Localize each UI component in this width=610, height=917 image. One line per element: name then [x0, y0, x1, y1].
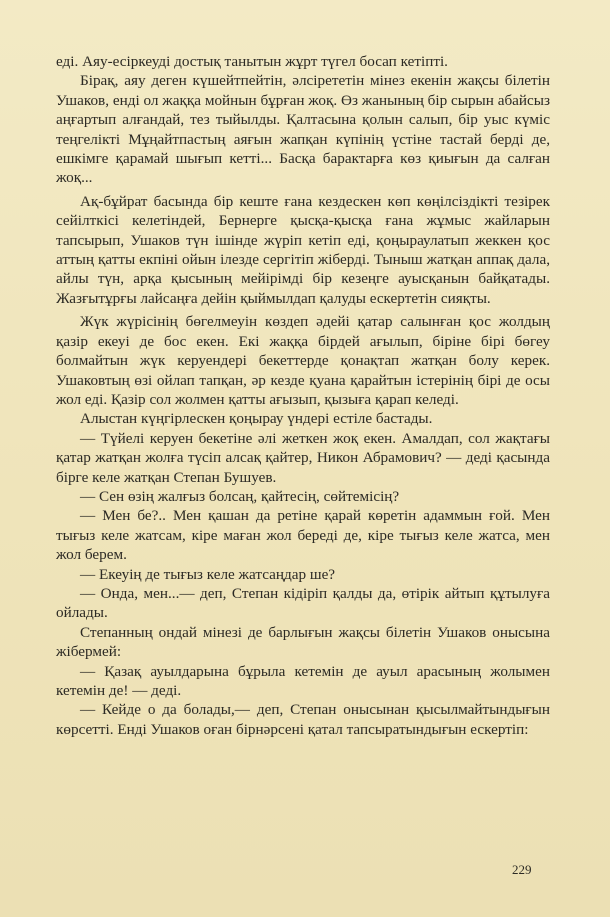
- paragraph-2: Бірақ, аяу деген күшейтпейтін, әлсірететін мінез екенін жақсы білетін Ушаков, енді ол жаққа мойнын бұрған жоқ. Өз жанының бір сырын абайсыз аңғартып алғандай, тез тыйылды. Қалтасына қолын салып, бір уыс күміс теңгелікті Мұңайтпастың аяғын жапқан күпінің үстіне тастай берді де, ешкімге қарамай шығып кетті... Басқа барактарға көз қиығын да салған жоқ...: [56, 72, 550, 187]
- paragraph-4: Жүк жүрісінің бөгелмеуін көздеп әдейі қатар салынған қос жолдың қазір екеуі де бос екен. Екі жаққа бірдей ағылып, біріне бірі бөгеу болмайтын жүк керуендері бекеттерде қонақтап жатқан болу керек. Ушаковтың өзі ойлап тапқан, әр кезде қуана қарайтын істерінің бірі де осы жол еді. Қазір сол жолмен қатты ағызып, қызыға қарап келеді.: [56, 313, 550, 408]
- paragraph-8: — Мен бе?.. Мен қашан да ретіне қарай көретін адаммын ғой. Мен тығыз келе жатсам, кіре маған жол береді де, кіре тығыз келе жатса, мен жол берем.: [56, 507, 550, 564]
- paragraph-6: — Түйелі керуен бекетіне әлі жеткен жоқ екен. Амалдап, сол жақтағы қатар жатқан жолға түсіп алсақ қайтер, Никон Абрамович? — деді қасында бірге келе жатқан Степан Бушуев.: [56, 429, 550, 486]
- paragraph-10: — Онда, мен...— деп, Степан кідіріп қалды да, өтірік айтып құтылуға ойлады.: [56, 584, 550, 622]
- paragraph-9: — Екеуің де тығыз келе жатсаңдар ше?: [80, 565, 336, 583]
- paragraph-3: Ақ-бұйрат басында бір кеште ғана кездескен көп көңілсіздікті тезірек сейілткісі келетіндей, Бернерге қысқа-қысқа ғана жұмыс жайларын тапсырып, Ушаков түн ішінде жүріп кетіп еді, қоңыраулатып жеккен қос аттың қатты екпіні ойын ілезде сергітіп жіберді. Тыныш жатқан аппақ дала, айлы түн, арқа қысының мейірімді бір кезеңге ауысқанын байқатады. Жазғытұрғы лайсаңға дейін қыймылдап қалуды ескертетін сияқты.: [56, 192, 550, 307]
- paragraph-13: — Кейде о да болады,— деп, Степан онысынан қысылмайтындығын көрсетті. Енді Ушаков оған бірнәрсені қатал тапсыратындығын ескертіп:: [56, 701, 550, 738]
- page-number: 229: [512, 862, 532, 877]
- paragraph-7: — Сен өзің жалғыз болсаң, қайтесің, сөйтемісің?: [80, 487, 400, 505]
- paragraph-11: Степанның ондай мінезі де барлығын жақсы білетін Ушаков онысына жібермей:: [56, 623, 550, 661]
- paragraph-5: Алыстан күңгірлескен қоңырау үндері естіле бастады.: [80, 410, 433, 428]
- paragraph-12: — Қазақ ауылдарына бұрыла кетемін де ауыл арасының жолымен кетемін де! — деді.: [56, 662, 550, 699]
- body-text: [56, 52, 550, 739]
- paragraph-1: еді. Аяу-есіркеуді достық танытын жұрт түгел босап кетіпті.: [56, 53, 448, 70]
